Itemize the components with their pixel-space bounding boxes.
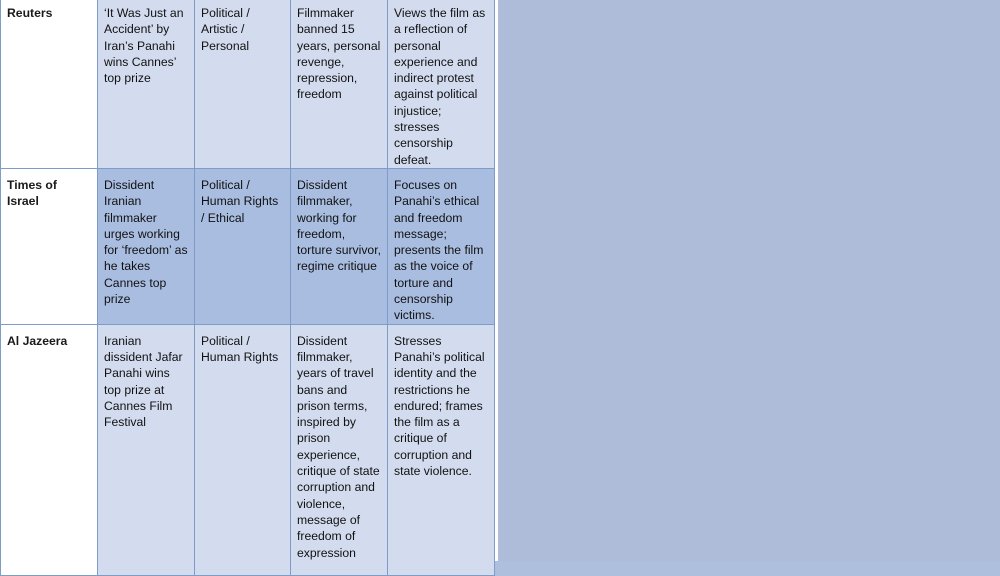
frame-cell: Political / Artistic / Personal (195, 0, 291, 168)
source-cell: Reuters (1, 0, 98, 168)
frame-cell: Political / Human Rights (195, 324, 291, 575)
table-row (1, 0, 495, 168)
source-cell: Times of Israel (1, 168, 98, 324)
headline-cell: Iranian dissident Jafar Panahi wins top prize at Cannes Film Festival (98, 324, 195, 575)
source-cell: Al Jazeera (1, 324, 98, 575)
analysis-cell: Focuses on Panahi’s ethical and freedom message; presents the film as the voice of torture and censorship victims. (388, 168, 495, 324)
frame-cell: Political / Human Rights / Ethical (195, 168, 291, 324)
table-row (1, 168, 495, 324)
portrayal-cell: Filmmaker banned 15 years, personal revenge, repression, freedom (291, 0, 388, 168)
portrayal-cell: Dissident filmmaker, working for freedom, torture survivor, regime critique (291, 168, 388, 324)
slide-background-panel (498, 0, 1000, 561)
headline-cell: Dissident Iranian filmmaker urges working for ‘freedom’ as he takes Cannes top prize (98, 168, 195, 324)
headline-cell: ‘It Was Just an Accident’ by Iran’s Panahi wins Cannes’ top prize (98, 0, 195, 168)
media-comparison-table (0, 0, 495, 576)
analysis-cell: Views the film as a reflection of personal experience and indirect protest against political injustice; stresses censorship defeat. (388, 0, 495, 168)
table-row (1, 324, 495, 575)
analysis-cell: Stresses Panahi’s political identity and the restrictions he endured; frames the film as a critique of corruption and state violence. (388, 324, 495, 575)
portrayal-cell: Dissident filmmaker, years of travel bans and prison terms, inspired by prison experience, critique of state corruption and violence, message of freedom of expression (291, 324, 388, 575)
